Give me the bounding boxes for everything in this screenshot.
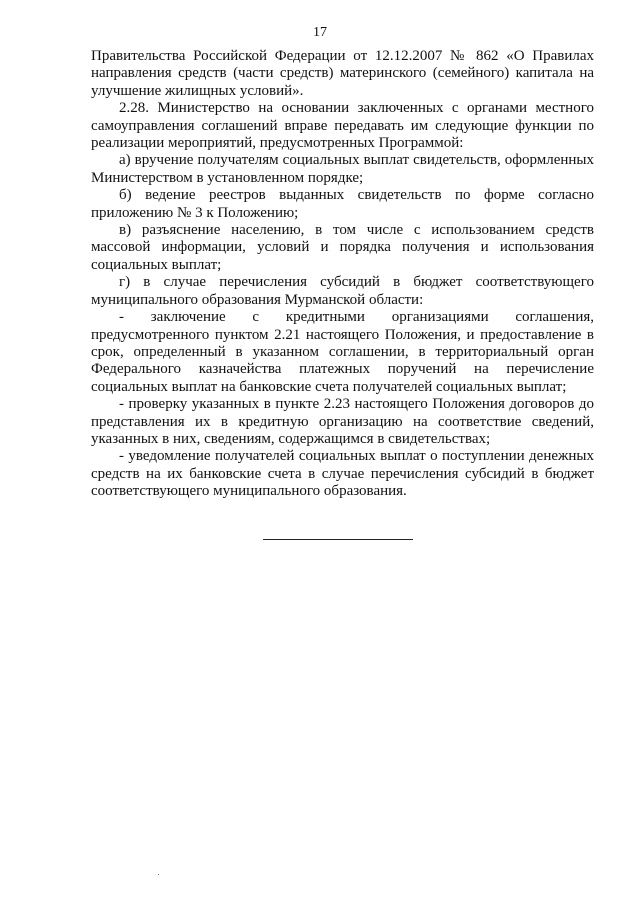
- page-number: 17: [313, 25, 327, 40]
- paragraph-dash-notification: - уведомление получателей социальных выплат о поступлении денежных средств на их банковские счета в случае перечисления субсидий в бюджет соответствующего муниципального образования.: [91, 448, 594, 500]
- document-body: [91, 48, 594, 501]
- paragraph-2-28: 2.28. Министерство на основании заключенных с органами местного самоуправления соглашений вправе передавать им следующие функции по реализации мероприятий, предусмотренных Программой:: [91, 100, 594, 152]
- paragraph-dash-agreement: - заключение с кредитными организациями соглашения, предусмотренного пунктом 2.21 настоящего Положения, и предоставление в срок, определенный в указанном соглашении, в территориальный орган Федерального казначейства платежных поручений на перечисление социальных выплат на банковские счета получателей социальных выплат;: [91, 309, 594, 395]
- paragraph-item-b: б) ведение реестров выданных свидетельств по форме согласно приложению № 3 к Положению;: [91, 187, 594, 221]
- paragraph-item-a: а) вручение получателям социальных выплат свидетельств, оформленных Министерством в установленном порядке;: [91, 152, 594, 186]
- paragraph-continuation: Правительства Российской Федерации от 12.12.2007 № 862 «О Правилах направления средств (части средств) материнского (семейного) капитала на улучшение жилищных условий».: [91, 48, 594, 99]
- scan-speck: [158, 874, 159, 875]
- end-divider-line: [263, 539, 413, 540]
- paragraph-item-v: в) разъяснение населению, в том числе с использованием средств массовой информации, условий и порядка получения и использования социальных выплат;: [91, 222, 594, 273]
- paragraph-item-g: г) в случае перечисления субсидий в бюджет соответствующего муниципального образования Мурманской области:: [91, 274, 594, 308]
- paragraph-dash-verification: - проверку указанных в пункте 2.23 настоящего Положения договоров до представления их в кредитную организацию на соответствие сведений, указанных в них, сведениям, содержащимся в свидетельствах;: [91, 396, 594, 447]
